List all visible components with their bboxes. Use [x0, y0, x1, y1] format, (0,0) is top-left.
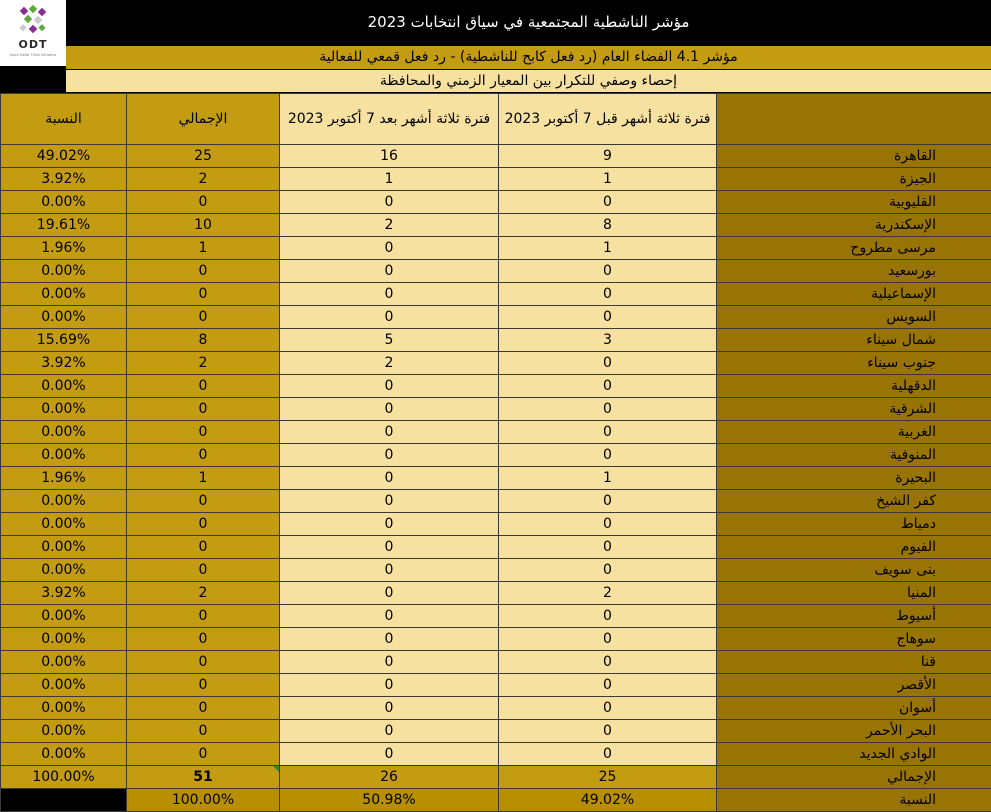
frequency-table [0, 93, 991, 812]
governorate-cell: المنيا [717, 582, 991, 605]
after-cell: 0 [280, 559, 499, 582]
table-row [1, 421, 991, 444]
header-total: الإجمالي [127, 94, 280, 145]
table-row [1, 444, 991, 467]
table-row [1, 559, 991, 582]
total-cell: 10 [127, 214, 280, 237]
ratio-cell: 0.00% [1, 283, 127, 306]
table-row [1, 306, 991, 329]
ratio-cell: 0.00% [1, 306, 127, 329]
odt-logo [0, 0, 66, 66]
after-cell: 0 [280, 536, 499, 559]
stats-subtitle: إحصاء وصفي للتكرار بين المعيار الزمني والمحافظة [66, 70, 991, 92]
before-cell: 0 [499, 191, 717, 214]
total-cell: 0 [127, 421, 280, 444]
total-cell: 0 [127, 490, 280, 513]
governorate-cell: القليوبية [717, 191, 991, 214]
before-cell: 0 [499, 513, 717, 536]
after-cell: 0 [280, 674, 499, 697]
total-cell: 0 [127, 605, 280, 628]
ratio-cell: 1.96% [1, 237, 127, 260]
after-cell: 0 [280, 467, 499, 490]
before-cell: 0 [499, 398, 717, 421]
header-before: فترة ثلاثة أشهر قبل 7 أكتوبر 2023 [499, 94, 717, 145]
total-cell: 1 [127, 237, 280, 260]
ratio-cell: 0.00% [1, 674, 127, 697]
total-cell: 0 [127, 375, 280, 398]
before-cell: 1 [499, 467, 717, 490]
after-cell: 0 [280, 582, 499, 605]
table-row [1, 513, 991, 536]
table-row [1, 582, 991, 605]
before-cell: 0 [499, 375, 717, 398]
total-cell: 0 [127, 306, 280, 329]
after-cell: 0 [280, 651, 499, 674]
table-row [1, 674, 991, 697]
before-cell: 2 [499, 582, 717, 605]
before-cell: 0 [499, 628, 717, 651]
total-cell: 0 [127, 513, 280, 536]
ratio-cell: 3.92% [1, 582, 127, 605]
ratio-cell: 0.00% [1, 697, 127, 720]
total-cell: 0 [127, 398, 280, 421]
governorate-cell: الدقهلية [717, 375, 991, 398]
total-cell: 0 [127, 536, 280, 559]
before-cell: 0 [499, 306, 717, 329]
total-cell: 0 [127, 674, 280, 697]
ratio-cell: 15.69% [1, 329, 127, 352]
total-cell: 0 [127, 444, 280, 467]
before-cell: 0 [499, 697, 717, 720]
governorate-cell: مرسى مطروح [717, 237, 991, 260]
before-cell: 1 [499, 237, 717, 260]
governorate-cell: سوهاج [717, 628, 991, 651]
after-cell: 0 [280, 490, 499, 513]
after-cell: 0 [280, 697, 499, 720]
total-cell: 2 [127, 582, 280, 605]
total-cell: 0 [127, 628, 280, 651]
governorate-cell: المنوفية [717, 444, 991, 467]
total-cell: 25 [127, 145, 280, 168]
total-cell: 0 [127, 697, 280, 720]
page-title: مؤشر الناشطية المجتمعية في سياق انتخابات 2023 [66, 0, 991, 44]
governorate-cell: بورسعيد [717, 260, 991, 283]
table-row [1, 697, 991, 720]
table-row [1, 375, 991, 398]
governorate-cell: بنى سويف [717, 559, 991, 582]
before-cell: 0 [499, 605, 717, 628]
after-cell: 0 [280, 421, 499, 444]
ratio-cell: 0.00% [1, 375, 127, 398]
table-row [1, 536, 991, 559]
ratio-cell: 0.00% [1, 513, 127, 536]
ratio-after-cell: 50.98% [280, 789, 499, 812]
ratio-cell: 19.61% [1, 214, 127, 237]
table-row [1, 352, 991, 375]
total-after-cell: 26 [280, 766, 499, 789]
governorate-cell: أسيوط [717, 605, 991, 628]
governorate-cell: الجيزة [717, 168, 991, 191]
after-cell: 0 [280, 605, 499, 628]
table-row [1, 145, 991, 168]
ratio-before-cell: 49.02% [499, 789, 717, 812]
before-cell: 0 [499, 352, 717, 375]
governorate-cell: كفر الشيخ [717, 490, 991, 513]
table-row [1, 605, 991, 628]
total-cell: 0 [127, 651, 280, 674]
governorate-cell: الوادي الجديد [717, 743, 991, 766]
ratio-label: النسبة [717, 789, 991, 812]
before-cell: 8 [499, 214, 717, 237]
after-cell: 0 [280, 260, 499, 283]
ratio-cell: 0.00% [1, 628, 127, 651]
total-cell: 0 [127, 283, 280, 306]
ratio-cell: 0.00% [1, 191, 127, 214]
governorate-cell: الإسكندرية [717, 214, 991, 237]
header-row [1, 94, 991, 145]
before-cell: 0 [499, 283, 717, 306]
after-cell: 2 [280, 214, 499, 237]
ratio-empty-cell [1, 789, 127, 812]
after-cell: 0 [280, 191, 499, 214]
ratio-row [1, 789, 991, 812]
governorate-cell: البحر الأحمر [717, 720, 991, 743]
total-cell: 2 [127, 168, 280, 191]
total-cell: 0 [127, 559, 280, 582]
governorate-cell: شمال سيناء [717, 329, 991, 352]
ratio-cell: 3.92% [1, 352, 127, 375]
after-cell: 5 [280, 329, 499, 352]
governorate-cell: الإسماعيلية [717, 283, 991, 306]
after-cell: 0 [280, 628, 499, 651]
after-cell: 16 [280, 145, 499, 168]
after-cell: 0 [280, 720, 499, 743]
logo-tagline: Open Delta Think Initiative [0, 53, 66, 57]
table-row [1, 398, 991, 421]
table-row [1, 260, 991, 283]
ratio-cell: 0.00% [1, 651, 127, 674]
governorate-cell: البحيرة [717, 467, 991, 490]
total-ratio-cell: 100.00% [1, 766, 127, 789]
total-cell: 0 [127, 720, 280, 743]
governorate-cell: الشرقية [717, 398, 991, 421]
ratio-cell: 0.00% [1, 421, 127, 444]
header-ratio: النسبة [1, 94, 127, 145]
indicator-subtitle: مؤشر 4.1 الفضاء العام (رد فعل كابح للناشطية) - رد فعل قمعي للفعالية [66, 46, 991, 69]
before-cell: 0 [499, 536, 717, 559]
total-cell: 1 [127, 467, 280, 490]
ratio-cell: 0.00% [1, 559, 127, 582]
header-after: فترة ثلاثة أشهر بعد 7 أكتوبر 2023 [280, 94, 499, 145]
ratio-cell: 0.00% [1, 444, 127, 467]
governorate-cell: الفيوم [717, 536, 991, 559]
table-row [1, 743, 991, 766]
table-row [1, 490, 991, 513]
total-cell: 0 [127, 260, 280, 283]
table-row [1, 628, 991, 651]
ratio-cell: 0.00% [1, 743, 127, 766]
governorate-cell: القاهرة [717, 145, 991, 168]
logo-abbr: ODT [0, 38, 66, 51]
total-cell: 0 [127, 191, 280, 214]
before-cell: 3 [499, 329, 717, 352]
before-cell: 0 [499, 674, 717, 697]
governorate-cell: دمياط [717, 513, 991, 536]
table-row [1, 191, 991, 214]
before-cell: 0 [499, 444, 717, 467]
governorate-cell: جنوب سيناء [717, 352, 991, 375]
total-cell: 8 [127, 329, 280, 352]
governorate-cell: السويس [717, 306, 991, 329]
before-cell: 0 [499, 260, 717, 283]
governorate-cell: الغربية [717, 421, 991, 444]
total-row [1, 766, 991, 789]
ratio-cell: 49.02% [1, 145, 127, 168]
ratio-cell: 0.00% [1, 720, 127, 743]
table-row [1, 283, 991, 306]
governorate-cell: قنا [717, 651, 991, 674]
total-label: الإجمالي [717, 766, 991, 789]
table-row [1, 329, 991, 352]
table-row [1, 467, 991, 490]
before-cell: 0 [499, 651, 717, 674]
ratio-cell: 1.96% [1, 467, 127, 490]
governorate-cell: أسوان [717, 697, 991, 720]
table-row [1, 720, 991, 743]
before-cell: 0 [499, 421, 717, 444]
table-row [1, 214, 991, 237]
ratio-cell: 0.00% [1, 260, 127, 283]
before-cell: 0 [499, 490, 717, 513]
after-cell: 0 [280, 237, 499, 260]
after-cell: 1 [280, 168, 499, 191]
before-cell: 0 [499, 720, 717, 743]
ratio-cell: 3.92% [1, 168, 127, 191]
total-cell: 2 [127, 352, 280, 375]
ratio-total-cell: 100.00% [127, 789, 280, 812]
governorate-cell: الأقصر [717, 674, 991, 697]
total-cell: 0 [127, 743, 280, 766]
total-before-cell: 25 [499, 766, 717, 789]
after-cell: 2 [280, 352, 499, 375]
before-cell: 0 [499, 743, 717, 766]
header-governorate [717, 94, 991, 145]
after-cell: 0 [280, 444, 499, 467]
ratio-cell: 0.00% [1, 398, 127, 421]
after-cell: 0 [280, 743, 499, 766]
table-row [1, 651, 991, 674]
ratio-cell: 0.00% [1, 490, 127, 513]
after-cell: 0 [280, 375, 499, 398]
ratio-cell: 0.00% [1, 536, 127, 559]
table-row [1, 168, 991, 191]
grand-total-cell: 51 [127, 766, 280, 789]
before-cell: 9 [499, 145, 717, 168]
table-row [1, 237, 991, 260]
after-cell: 0 [280, 398, 499, 421]
before-cell: 1 [499, 168, 717, 191]
logo-mark-icon [18, 5, 48, 35]
after-cell: 0 [280, 306, 499, 329]
after-cell: 0 [280, 283, 499, 306]
after-cell: 0 [280, 513, 499, 536]
before-cell: 0 [499, 559, 717, 582]
ratio-cell: 0.00% [1, 605, 127, 628]
